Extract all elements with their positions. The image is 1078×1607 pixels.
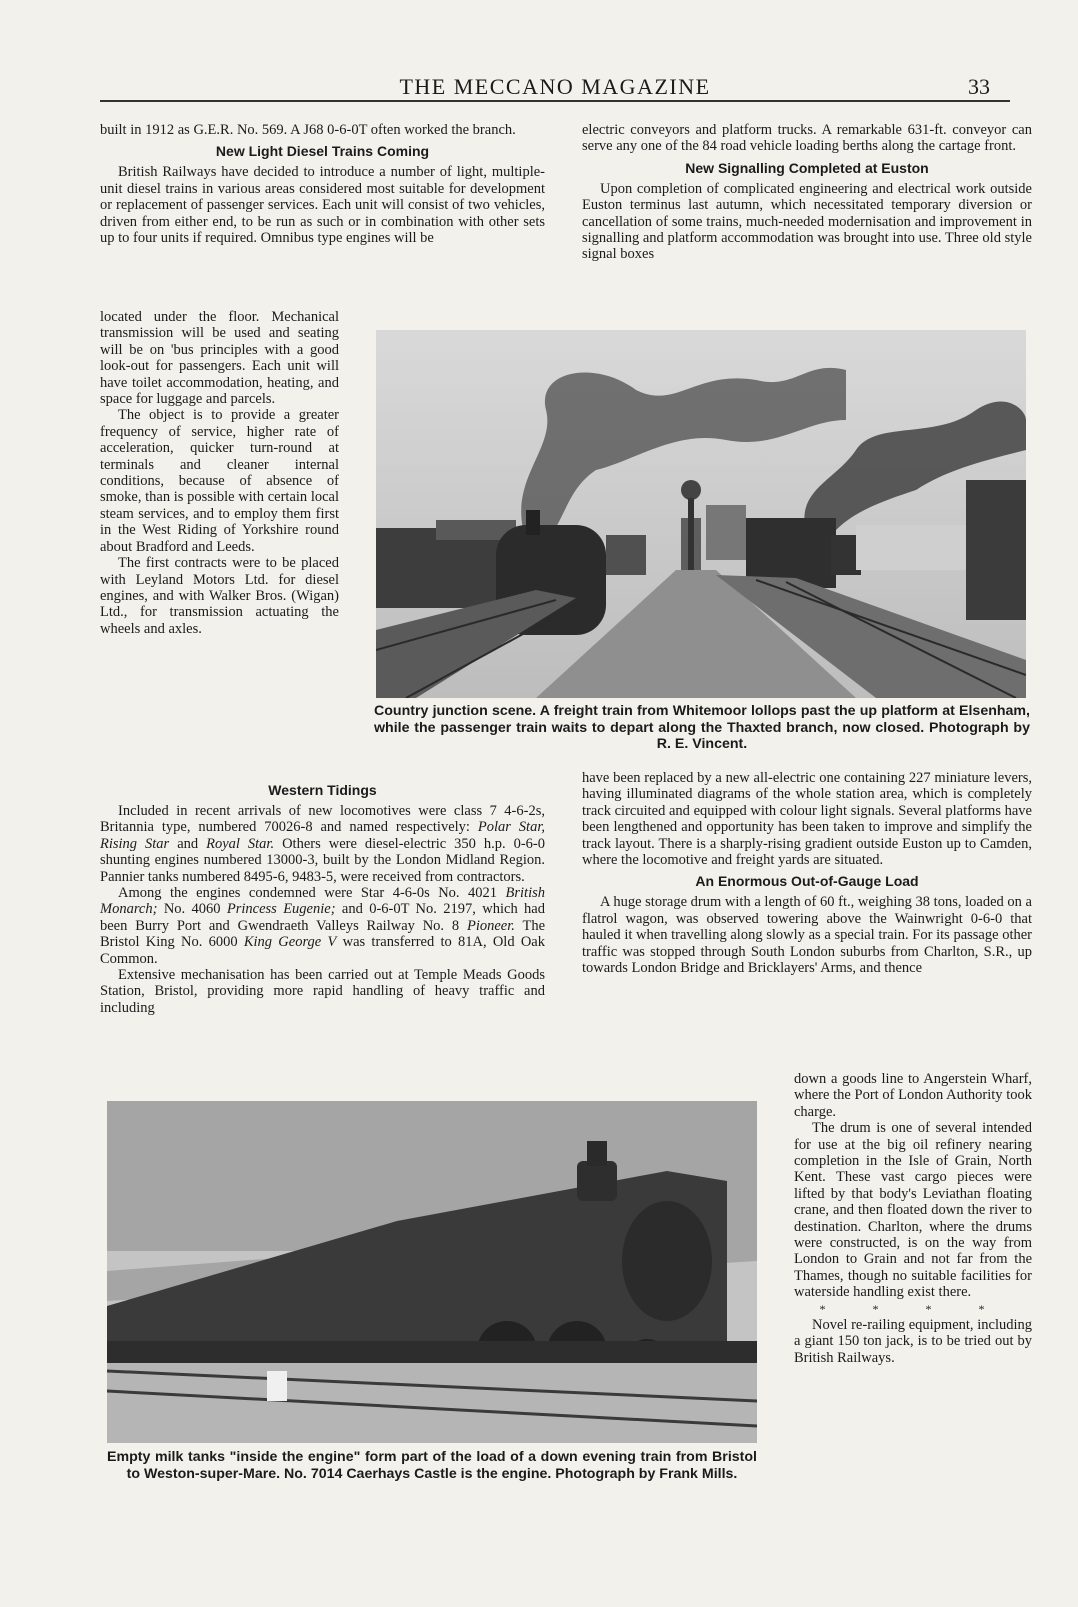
heading-euston-signalling: New Signalling Completed at Euston: [685, 159, 929, 176]
magazine-title: THE MECCANO MAGAZINE: [399, 74, 711, 99]
caption-milk-tanks: Empty milk tanks "inside the engine" form part of the load of a down evening train from Bristol to Weston-super-Mare. No. 7014 Caerhays Castle is the engine. Photograph by Frank Mills.: [107, 1449, 757, 1482]
left-column-western: [100, 777, 545, 1016]
paragraph-diesel-object: The object is to provide a greater frequency of service, higher rate of acceleration, quicker turn-round at terminals and cleaner internal conditions, because of absence of smoke, than is possible with certain local steam services, and to employ them first in the West Riding of Yorkshire round about Bradford and Leeds.: [100, 407, 339, 555]
paragraph-euston-levers: have been replaced by a new all-electric one containing 227 miniature levers, having illuminated diagrams of the whole station area, which is completely track circuited and equipped with colour light signals. Several platforms have been lengthened and opportunity has been taken to improve and simplify the track layout. There is a sharply-rising gradient outside Euston up to Camden, where the locomotive and freight yards are situated.: [582, 770, 1032, 869]
paragraph-diesel-floor: located under the floor. Mechanical transmission will be used and seating will be on 'bus principles with a good look-out for passengers. Each unit will have toilet accommodation, heating, and space for luggage and parcels.: [100, 309, 339, 408]
paragraph-angerstein: down a goods line to Angerstein Wharf, where the Port of London Authority took charge.: [794, 1071, 1032, 1120]
heading-out-of-gauge: An Enormous Out-of-Gauge Load: [695, 873, 919, 890]
paragraph-drum-refinery: The drum is one of several intended for use at the big oil refinery nearing completion in the Isle of Grain, North Kent. These vast cargo pieces were lifted by that body's Leviathan floating crane, and then floated down the river to destination. Charlton, where the drums were constructed, is on the way from London to Grain and not far from the Thames, though no suitable facilities for waterside handling exist there.: [794, 1120, 1032, 1301]
caption-country-junction: Country junction scene. A freight train from Whitemoor lollops past the up platform at Elsenham, while the passenger train waits to depart along the Thaxted branch, now closed. Photograph by R. E. Vincent.: [374, 703, 1030, 752]
paragraph-diesel-intro: British Railways have decided to introduce a number of light, multiple-unit diesel trains in various areas considered most suitable for development or replacement of passenger services. Each unit will consist of two vehicles, driven from either end, to be run as such or in combination with other sets up to four units if required. Omnibus type engines will be: [100, 164, 545, 247]
paragraph-conveyors: electric conveyors and platform trucks. A remarkable 631-ft. conveyor can serve any one of the 84 road vehicle loading berths along the cartage front.: [582, 122, 1032, 155]
left-column-top: [100, 122, 545, 246]
paragraph-re-railing: Novel re-railing equipment, including a giant 150 ton jack, is to be tried out by British Railways.: [794, 1316, 1032, 1366]
photo-country-junction: [376, 330, 1026, 698]
heading-diesel-trains: New Light Diesel Trains Coming: [215, 143, 430, 160]
section-divider-stars: * * * *: [819, 1301, 1007, 1316]
photo-milk-tanks-train: [107, 1101, 757, 1443]
page-header: [100, 74, 1010, 102]
page-number: 33: [968, 74, 990, 99]
paragraph-diesel-contracts: The first contracts were to be placed with Leyland Motors Ltd. for diesel engines, and with Walker Bros. (Wigan) Ltd., for transmission actuating the wheels and axles.: [100, 555, 339, 637]
paragraph-new-locomotives: Included in recent arrivals of new locomotives were class 7 4-6-2s, Britannia type, numbered 70026-8 and named respectively: Polar Star, Rising Star and Royal Star. Others were diesel-electric 350 h.p. 0-6-0 shunting engines numbered 13000-3, built by the London Midland Region. Pannier tanks numbered 8495-6, 9483-5, were received from contractors.: [100, 803, 546, 885]
paragraph-engines-condemned: Among the engines condemned were Star 4-6-0s No. 4021 British Monarch; No. 4060 Princess Eugenie; and 0-6-0T No. 2197, which had been Burry Port and Gwendraeth Valleys Railway No. 8 Pioneer. The Bristol King No. 6000 King George V was transferred to 81A, Old Oak Common.: [100, 885, 545, 967]
left-column-narrow: [100, 309, 339, 637]
paragraph-temple-meads: Extensive mechanisation has been carried out at Temple Meads Goods Station, Bristol, providing more rapid handling of heavy traffic and including: [100, 967, 545, 1016]
paragraph-euston: Upon completion of complicated engineering and electrical work outside Euston terminus last autumn, which necessitated temporary diversion or cancellation of some trains, much-needed modernisation and improvement in signalling and platform accommodation was brought into use. Three old style signal boxes: [582, 180, 1032, 263]
right-column-narrow: [794, 1071, 1032, 1366]
right-column-middle: [582, 770, 1032, 976]
paragraph-ger-569: built in 1912 as G.E.R. No. 569. A J68 0-6-0T often worked the branch.: [100, 122, 516, 138]
paragraph-storage-drum: A huge storage drum with a length of 60 ft., weighing 38 tons, loaded on a flatrol wagon, was observed towering above the Wainwright 0-6-0 that hauled it when travelling along slowly as a special train. For its passage other traffic was stopped through South London suburbs from Charlton, S.R., up towards London Bridge and Bricklayers' Arms, and thence: [582, 894, 1032, 977]
heading-western-tidings: Western Tidings: [268, 782, 377, 798]
right-column-top: [582, 122, 1032, 263]
